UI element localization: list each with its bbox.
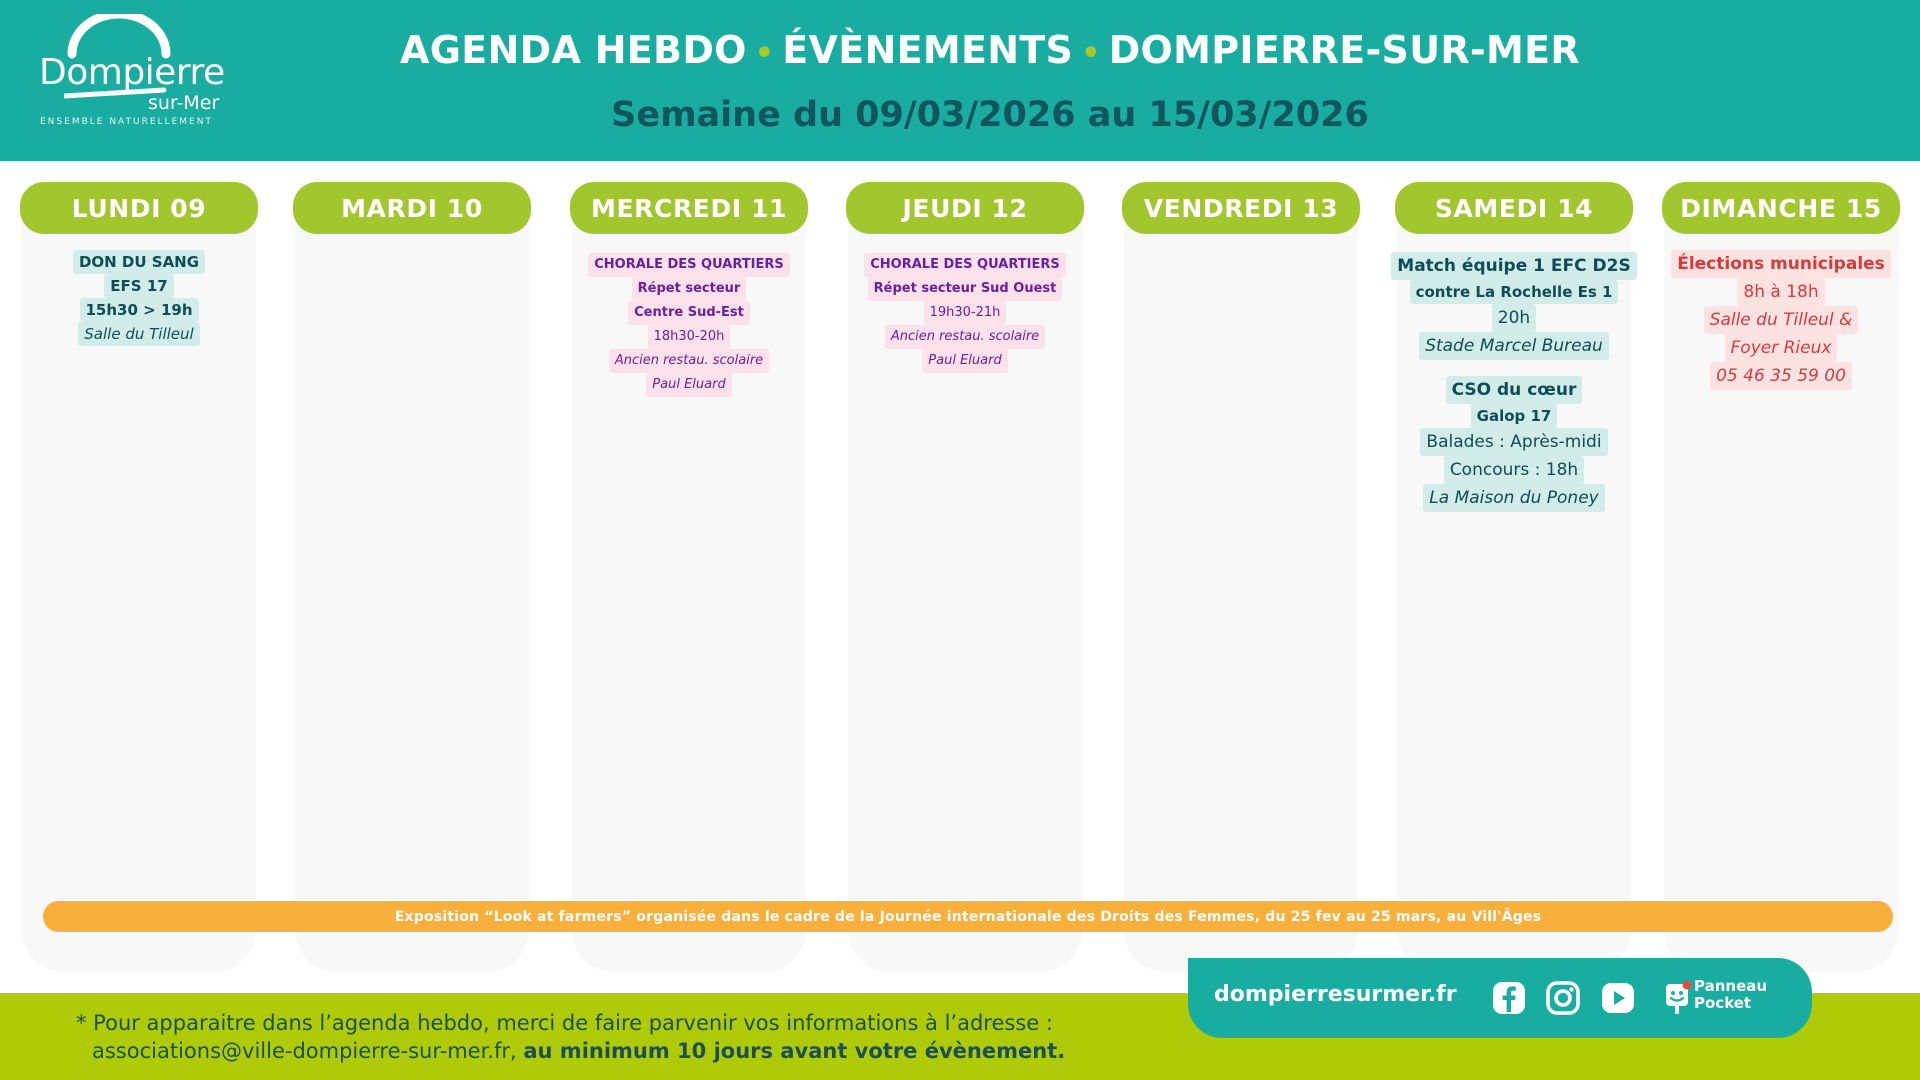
day-header: VENDREDI 13: [1122, 182, 1360, 234]
title-part-1: AGENDA HEBDO: [400, 28, 747, 72]
logo-sub: sur-Mer: [148, 92, 220, 114]
day-header: DIMANCHE 15: [1662, 182, 1900, 234]
title-part-2: ÉVÈNEMENTS: [782, 28, 1074, 72]
event-concours: Concours : 18h: [1444, 456, 1584, 484]
panneau-line-2: Pocket: [1694, 994, 1752, 1012]
event-time: 20h: [1492, 304, 1536, 332]
panneau-pocket-icon: [1664, 980, 1692, 1016]
day-column-mercredi: [570, 182, 808, 972]
exhibition-banner[interactable]: Exposition “Look at farmers” organisée dans le cadre de la Journée internationale des Droits des Femmes, du 25 fev au 25 mars, au Vill'Âges: [43, 901, 1893, 932]
event-time: 18h30-20h: [648, 325, 731, 349]
event-chorale-sud-ouest[interactable]: [864, 253, 1065, 373]
day-header: JEUDI 12: [846, 182, 1084, 234]
title-separator-2: •: [1081, 36, 1101, 71]
title-separator-1: •: [754, 36, 775, 71]
event-subtitle: Répet secteur Sud Ouest: [868, 277, 1063, 301]
event-opponent: contre La Rochelle Es 1: [1410, 280, 1619, 304]
event-organizer: Galop 17: [1471, 404, 1558, 428]
week-subtitle: Semaine du 09/03/2026 au 15/03/2026: [611, 95, 1369, 135]
facebook-icon[interactable]: [1490, 979, 1528, 1017]
event-title: Match équipe 1 EFC D2S: [1391, 252, 1636, 280]
event-location-2: Paul Eluard: [646, 373, 731, 397]
day-column-lundi: [20, 182, 258, 972]
event-subtitle: Répet secteur: [632, 277, 747, 301]
event-sector: Centre Sud-Est: [628, 301, 750, 325]
footer-line-1: * Pour apparaitre dans l’agenda hebdo, merci de faire parvenir vos informations à l’adresse :: [76, 1011, 1053, 1035]
event-title: DON DU SANG: [73, 250, 205, 274]
event-location: Stade Marcel Bureau: [1419, 332, 1609, 360]
day-column-jeudi: [846, 182, 1084, 972]
event-title: CHORALE DES QUARTIERS: [864, 253, 1065, 277]
day-column-dimanche: [1662, 182, 1900, 972]
panneau-pocket-link[interactable]: [1664, 977, 1794, 1019]
website-link[interactable]: dompierresurmer.fr: [1214, 982, 1457, 1007]
instagram-icon[interactable]: [1544, 979, 1582, 1017]
day-column-body: [1124, 202, 1358, 972]
youtube-icon[interactable]: [1599, 979, 1637, 1017]
event-location: La Maison du Poney: [1423, 484, 1604, 512]
event-time: 19h30-21h: [924, 301, 1007, 325]
social-bar: [1188, 958, 1812, 1038]
event-location-2: Foyer Rieux: [1725, 334, 1838, 362]
event-location: Salle du Tilleul: [78, 322, 199, 346]
logo-name: Dompierre: [39, 52, 225, 93]
footer-email-link[interactable]: associations@ville-dompierre-sur-mer.fr,: [92, 1039, 517, 1063]
event-match-efc[interactable]: [1391, 252, 1636, 360]
day-column-samedi: [1395, 182, 1633, 972]
footer-notice: [76, 1009, 1065, 1065]
event-time: 8h à 18h: [1737, 278, 1824, 306]
logo[interactable]: [30, 14, 230, 132]
day-header: MARDI 10: [293, 182, 531, 234]
event-cso-du-coeur[interactable]: [1420, 376, 1607, 512]
footer-line-2: [76, 1037, 1065, 1065]
event-balades: Balades : Après-midi: [1420, 428, 1607, 456]
event-location-2: Paul Eluard: [922, 349, 1007, 373]
logo-tagline: ENSEMBLE NATURELLEMENT: [40, 117, 213, 127]
event-title: CSO du cœur: [1446, 376, 1583, 404]
day-column-mardi: [293, 182, 531, 972]
event-chorale-centre-sud-est[interactable]: [588, 253, 789, 397]
event-location: Salle du Tilleul &: [1704, 306, 1859, 334]
event-organizer: EFS 17: [104, 274, 173, 298]
title-part-3: DOMPIERRE-SUR-MER: [1108, 28, 1580, 72]
event-elections-municipales[interactable]: [1671, 250, 1891, 390]
day-column-body: [295, 202, 529, 972]
day-header: LUNDI 09: [20, 182, 258, 234]
event-title: Élections municipales: [1671, 250, 1891, 278]
day-header: SAMEDI 14: [1395, 182, 1633, 234]
header: [0, 0, 1920, 161]
event-don-du-sang[interactable]: [73, 250, 205, 346]
event-title: CHORALE DES QUARTIERS: [588, 253, 789, 277]
event-location: Ancien restau. scolaire: [609, 349, 769, 373]
day-column-vendredi: [1122, 182, 1360, 972]
event-time: 15h30 > 19h: [80, 298, 199, 322]
event-location: Ancien restau. scolaire: [885, 325, 1045, 349]
footer-deadline: au minimum 10 jours avant votre évènement.: [523, 1039, 1066, 1063]
panneau-line-1: Panneau: [1694, 977, 1768, 995]
panneau-pocket-label: [1694, 978, 1767, 1012]
day-header: MERCREDI 11: [570, 182, 808, 234]
event-phone: 05 46 35 59 00: [1710, 362, 1852, 390]
page-title: [280, 28, 1700, 72]
